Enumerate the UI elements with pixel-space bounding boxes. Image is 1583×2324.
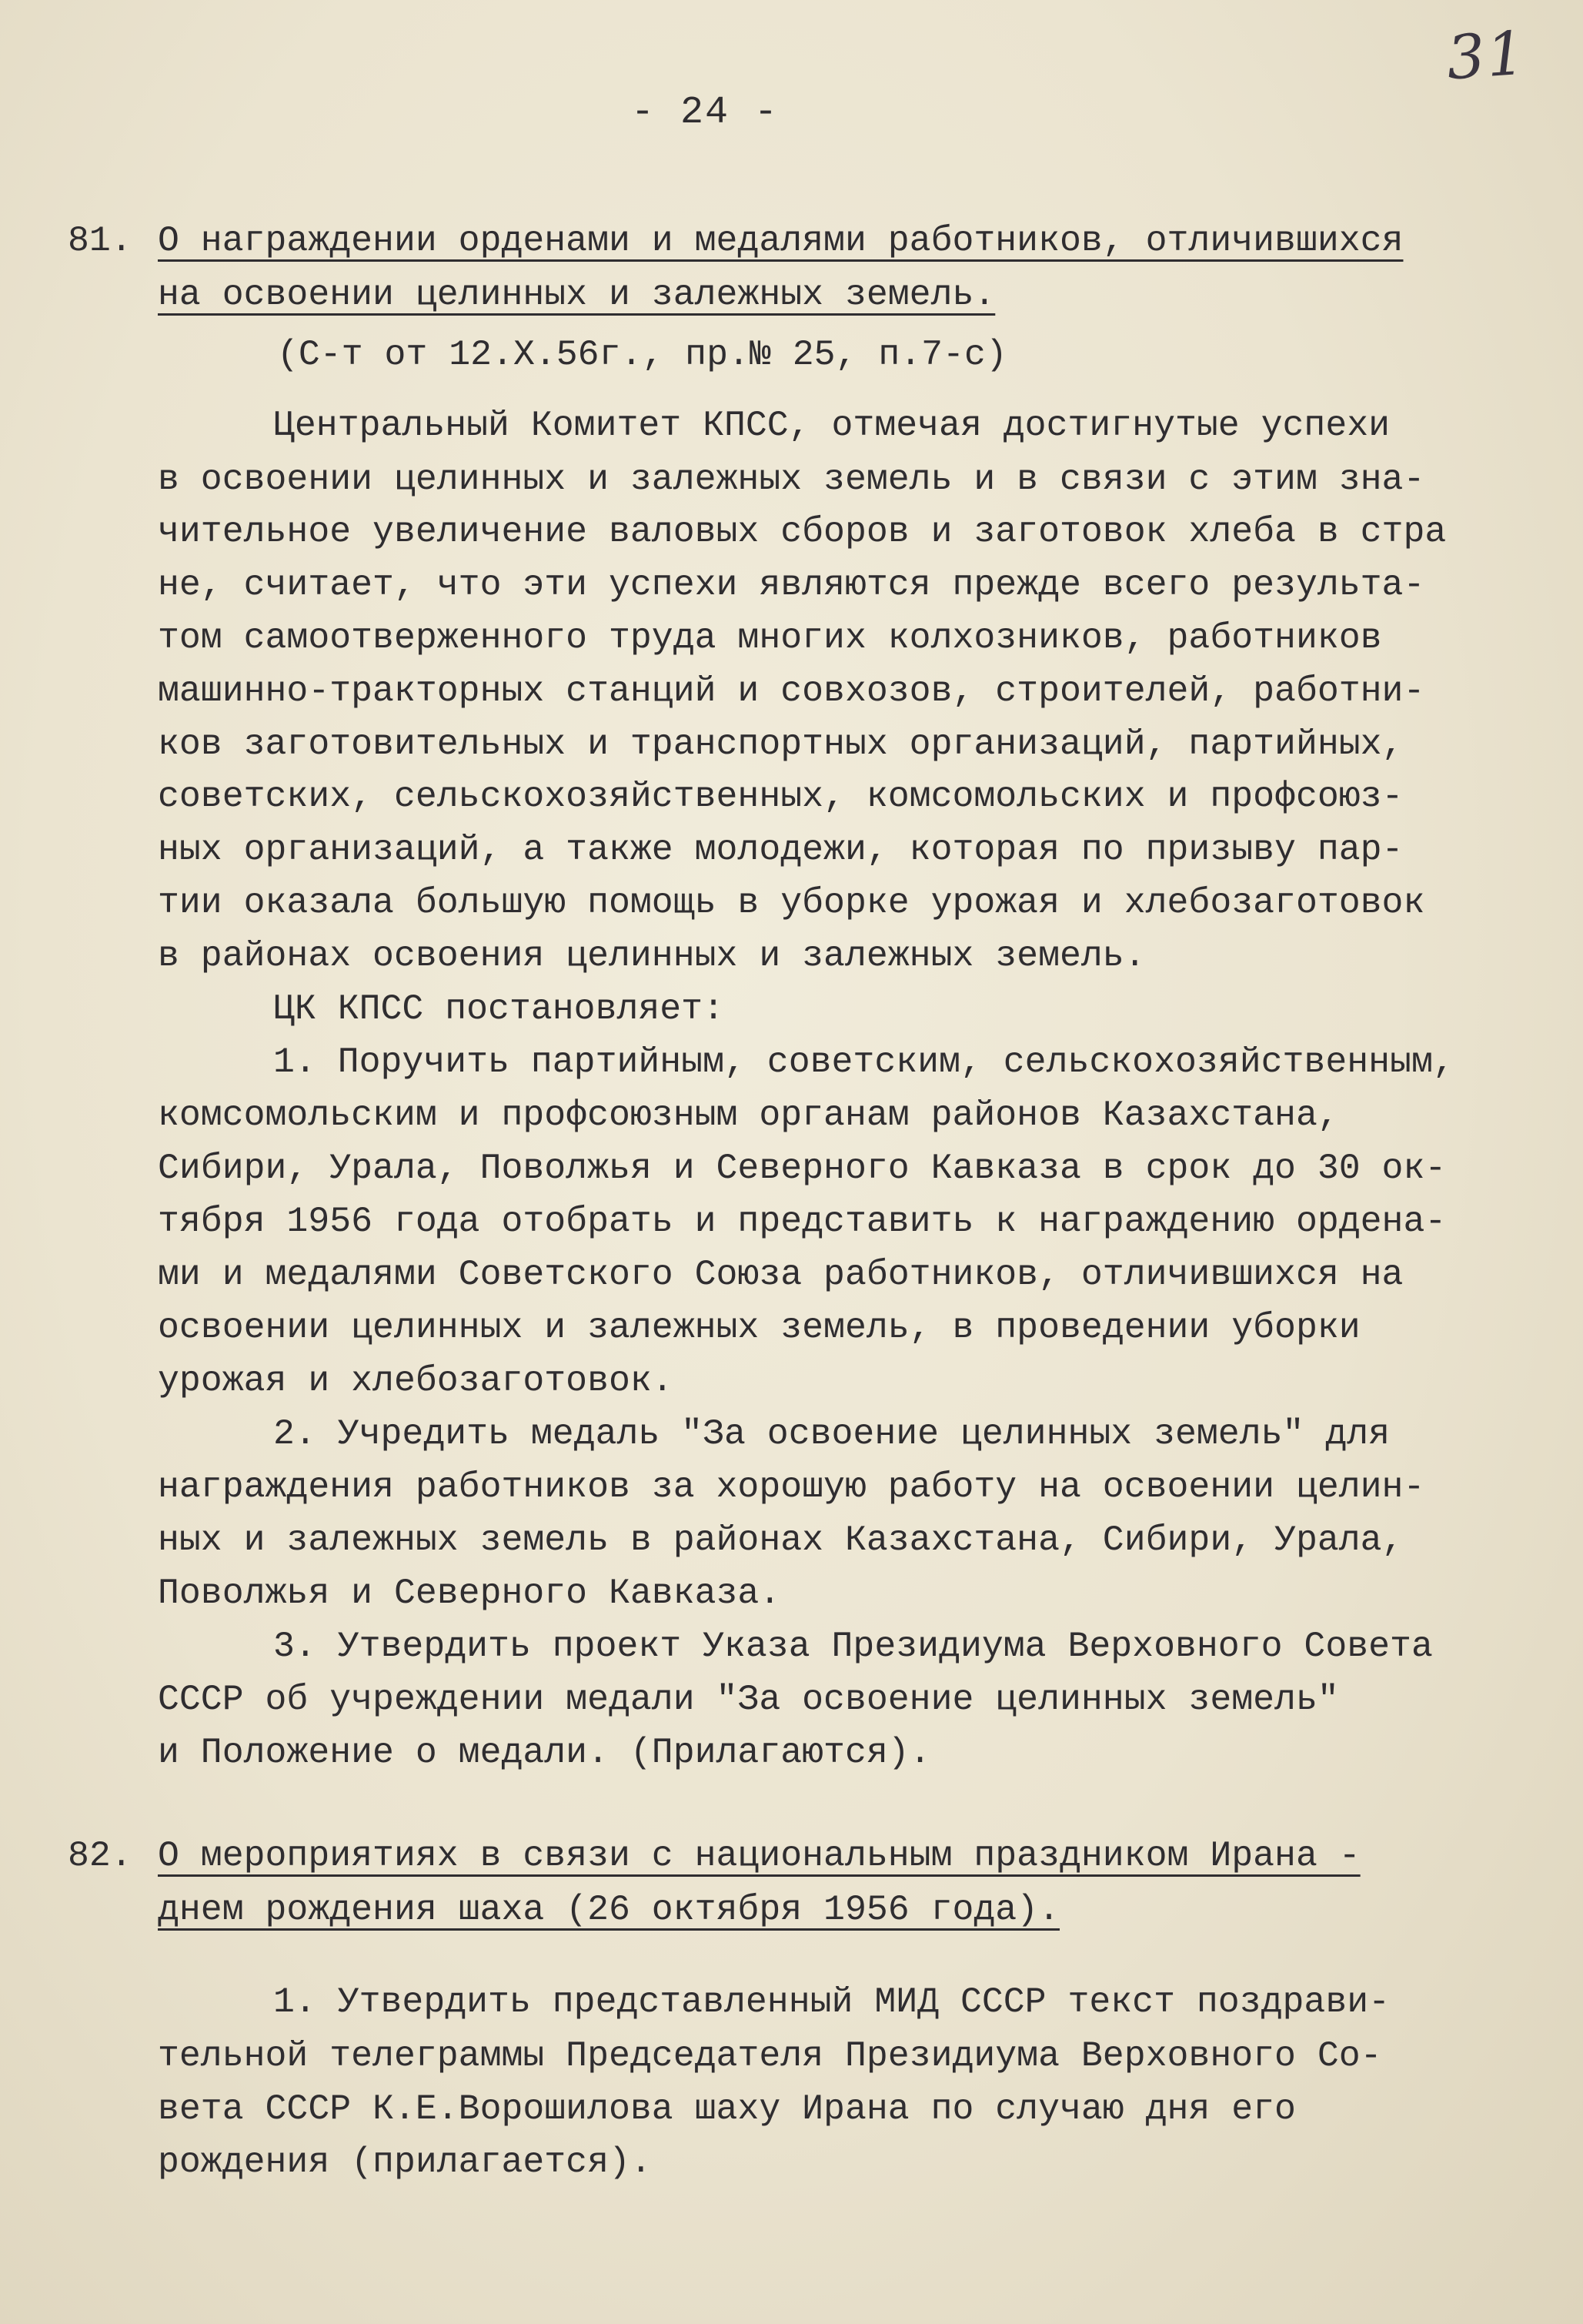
page-number: - 24 - [631, 91, 780, 135]
body-line: ных организаций, а также молодежи, которая по призыву пар- [158, 829, 1404, 870]
body-line: вета СССР К.Е.Ворошилова шаху Ирана по случаю дня его [158, 2088, 1296, 2129]
body-line: тября 1956 года отобрать и представить к награждению ордена- [158, 1201, 1447, 1242]
body-line: том самоотверженного труда многих колхозников, работников [158, 617, 1382, 658]
section-81-number: 81. [68, 220, 132, 261]
body-line: освоении целинных и залежных земель, в проведении уборки [158, 1307, 1361, 1348]
body-line: Поволжья и Северного Кавказа. [158, 1573, 781, 1613]
body-line: в районах освоения целинных и залежных земель. [158, 935, 1146, 976]
body-line: 1. Поручить партийным, советским, сельскохозяйственным, [273, 1042, 1454, 1082]
section-81-reference: (С-т от 12.Х.56г., пр.№ 25, п.7-с) [277, 334, 1007, 375]
body-line: награждения работников за хорошую работу на освоении целин- [158, 1466, 1425, 1507]
body-line: ми и медалями Советского Союза работников, отличившихся на [158, 1254, 1404, 1295]
body-line: и Положение о медали. (Прилагаются). [158, 1732, 931, 1773]
body-line: Центральный Комитет КПСС, отмечая достигнутые успехи [273, 405, 1391, 446]
section-82-number: 82. [68, 1835, 132, 1876]
section-82-title-line: днем рождения шаха (26 октября 1956 года). [158, 1889, 1060, 1930]
body-line: СССР об учреждении медали "За освоение целинных земель" [158, 1679, 1339, 1720]
section-82-title-line: О мероприятиях в связи с национальным праздником Ирана - [158, 1835, 1361, 1876]
body-line: советских, сельскохозяйственных, комсомольских и профсоюз- [158, 776, 1404, 817]
body-line: 1. Утвердить представленный МИД СССР текст поздрави- [273, 1981, 1391, 2022]
body-line: машинно-тракторных станций и совхозов, строителей, работни- [158, 670, 1425, 711]
section-81-title-line: О награждении орденами и медалями работников, отличившихся [158, 220, 1404, 261]
body-line: 2. Учредить медаль "За освоение целинных земель" для [273, 1413, 1391, 1454]
body-line: тельной телеграммы Председателя Президиума Верховного Со- [158, 2035, 1382, 2076]
body-line: ЦК КПСС постановляет: [273, 988, 724, 1029]
body-line: не, считает, что эти успехи являются прежде всего результа- [158, 564, 1425, 605]
body-line: рождения (прилагается). [158, 2142, 652, 2182]
section-81-title-line: на освоении целинных и залежных земель. [158, 274, 996, 315]
body-line: Сибири, Урала, Поволжья и Северного Кавказа в срок до 30 ок- [158, 1148, 1447, 1189]
handwritten-folio-number: 31 [1444, 18, 1529, 94]
body-line: чительное увеличение валовых сборов и заготовок хлеба в стра [158, 511, 1447, 552]
body-line: 3. Утвердить проект Указа Президиума Верховного Совета [273, 1626, 1433, 1667]
body-line: комсомольским и профсоюзным органам районов Казахстана, [158, 1095, 1339, 1135]
body-line: урожая и хлебозаготовок. [158, 1360, 673, 1401]
body-line: ных и залежных земель в районах Казахстана, Сибири, Урала, [158, 1520, 1404, 1560]
body-line: в освоении целинных и залежных земель и в связи с этим зна- [158, 459, 1425, 500]
body-line: тии оказала большую помощь в уборке урожая и хлебозаготовок [158, 882, 1425, 923]
body-line: ков заготовительных и транспортных организаций, партийных, [158, 724, 1404, 764]
